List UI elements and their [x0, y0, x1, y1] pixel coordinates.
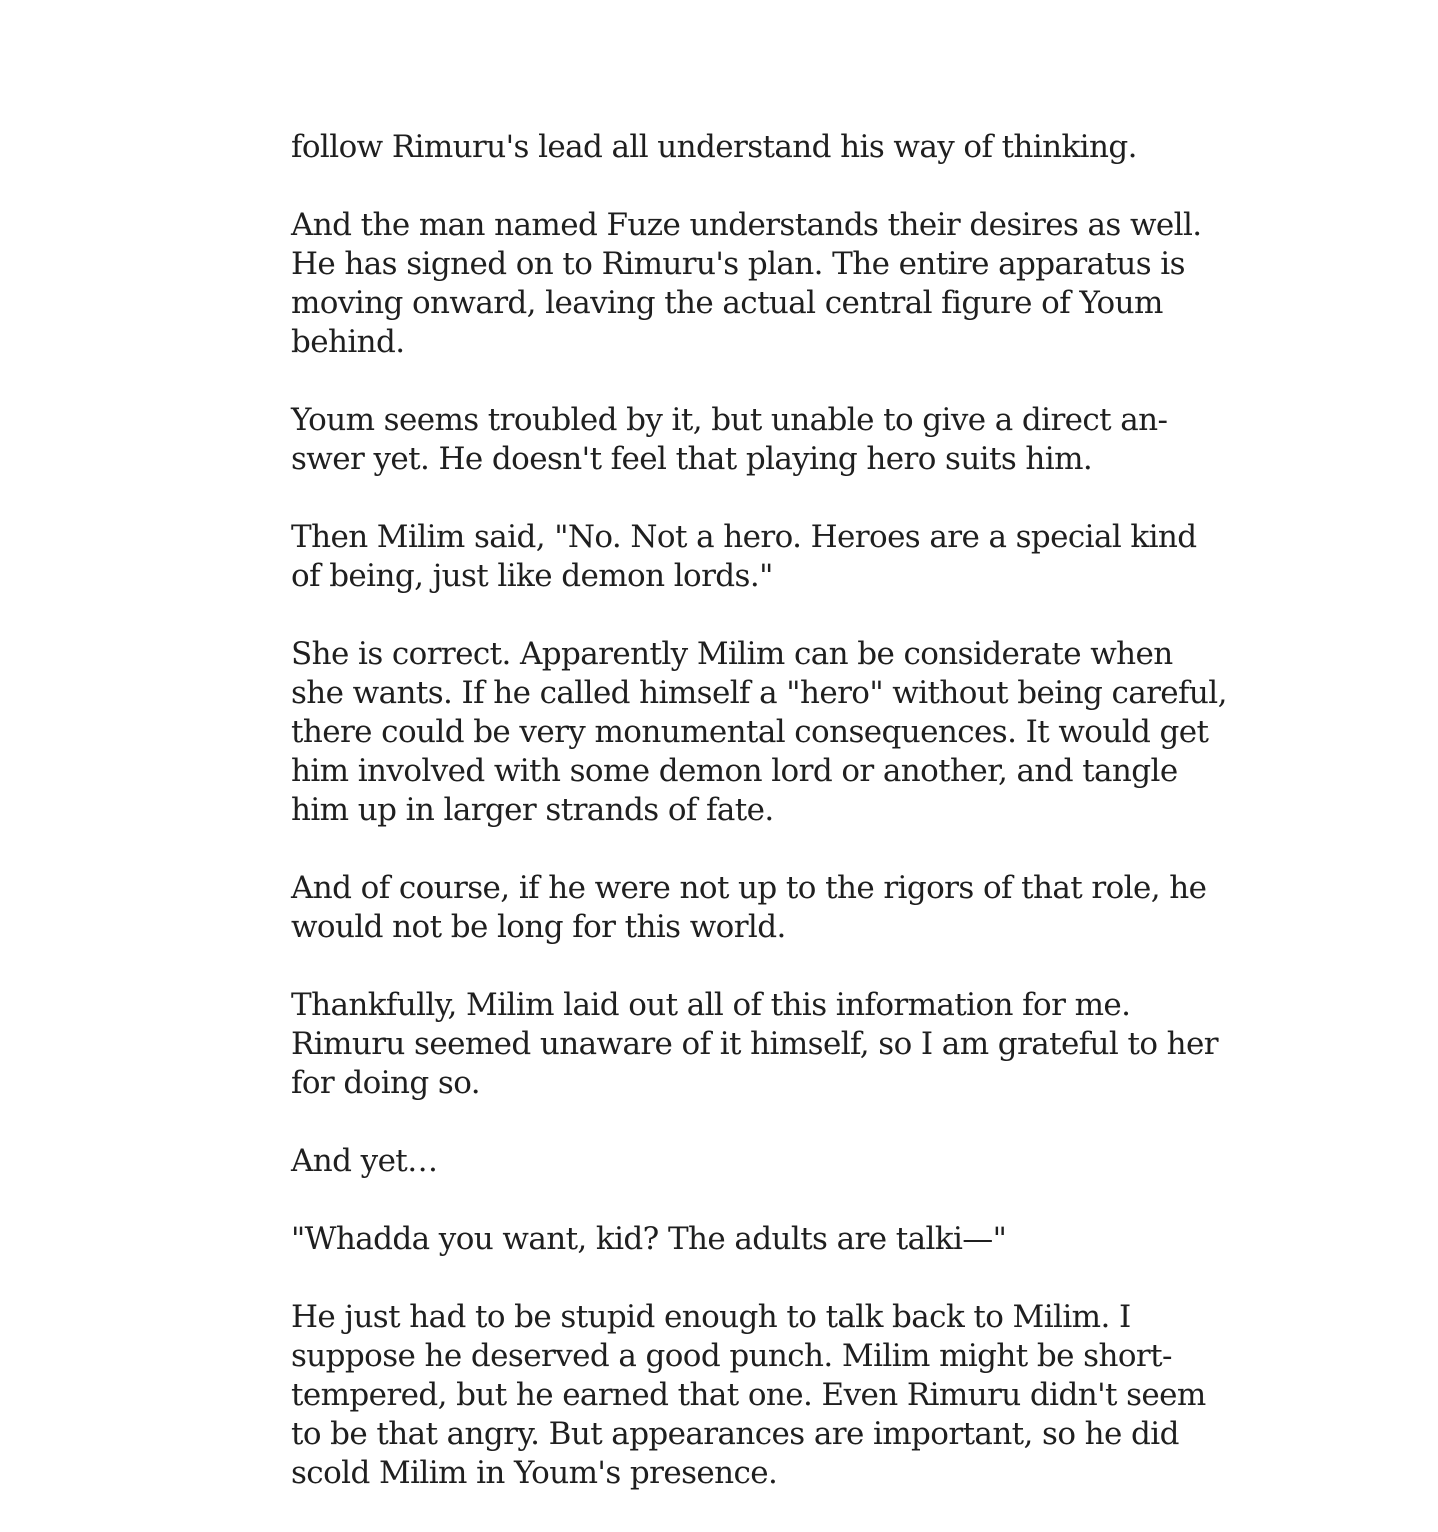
document-page	[291, 128, 1227, 1532]
paragraph	[291, 128, 1171, 167]
text-line: And the man named Fuze understands their desires as well.	[291, 207, 1202, 243]
paragraph	[291, 401, 1171, 479]
text-line: she wants. If he called himself a "hero" without being careful,	[291, 675, 1227, 711]
paragraph	[291, 986, 1218, 1103]
text-line: Youm seems troubled by it, but unable to give a direct an-	[291, 402, 1168, 438]
text-line: to be that angry. But appearances are important, so he did	[291, 1416, 1179, 1452]
text-line: Rimuru seemed unaware of it himself, so I am grateful to her	[291, 1026, 1218, 1062]
text-line: behind.	[291, 324, 405, 360]
text-line: scold Milim in Youm's presence.	[291, 1455, 778, 1491]
paragraph	[291, 635, 1227, 830]
text-line: for doing so.	[291, 1065, 480, 1101]
text-line: follow Rimuru's lead all understand his way of thinking.	[291, 129, 1137, 165]
text-line: there could be very monumental consequences. It would get	[291, 714, 1209, 750]
text-line: And yet…	[291, 1143, 438, 1179]
paragraph	[291, 1298, 1206, 1493]
text-line: moving onward, leaving the actual central figure of Youm	[291, 285, 1163, 321]
paragraph	[291, 1142, 1171, 1181]
text-line: tempered, but he earned that one. Even Rimuru didn't seem	[291, 1377, 1206, 1413]
text-line: him up in larger strands of fate.	[291, 792, 774, 828]
text-line: Then Milim said, "No. Not a hero. Heroes are a special kind	[291, 519, 1197, 555]
text-line: him involved with some demon lord or another, and tangle	[291, 753, 1178, 789]
paragraph	[291, 1220, 1171, 1259]
text-line: swer yet. He doesn't feel that playing hero suits him.	[291, 441, 1093, 477]
text-line: He just had to be stupid enough to talk back to Milim. I	[291, 1299, 1131, 1335]
text-line: And of course, if he were not up to the rigors of that role, he	[291, 870, 1207, 906]
paragraph	[291, 206, 1202, 362]
text-line: "Whadda you want, kid? The adults are talki—"	[291, 1221, 1007, 1257]
text-line: She is correct. Apparently Milim can be considerate when	[291, 636, 1173, 672]
text-line: suppose he deserved a good punch. Milim might be short-	[291, 1338, 1172, 1374]
text-line: Thankfully, Milim laid out all of this information for me.	[291, 987, 1131, 1023]
paragraph	[291, 518, 1197, 596]
text-line: would not be long for this world.	[291, 909, 786, 945]
text-line: of being, just like demon lords."	[291, 558, 773, 594]
text-line: He has signed on to Rimuru's plan. The entire apparatus is	[291, 246, 1185, 282]
paragraph	[291, 869, 1207, 947]
